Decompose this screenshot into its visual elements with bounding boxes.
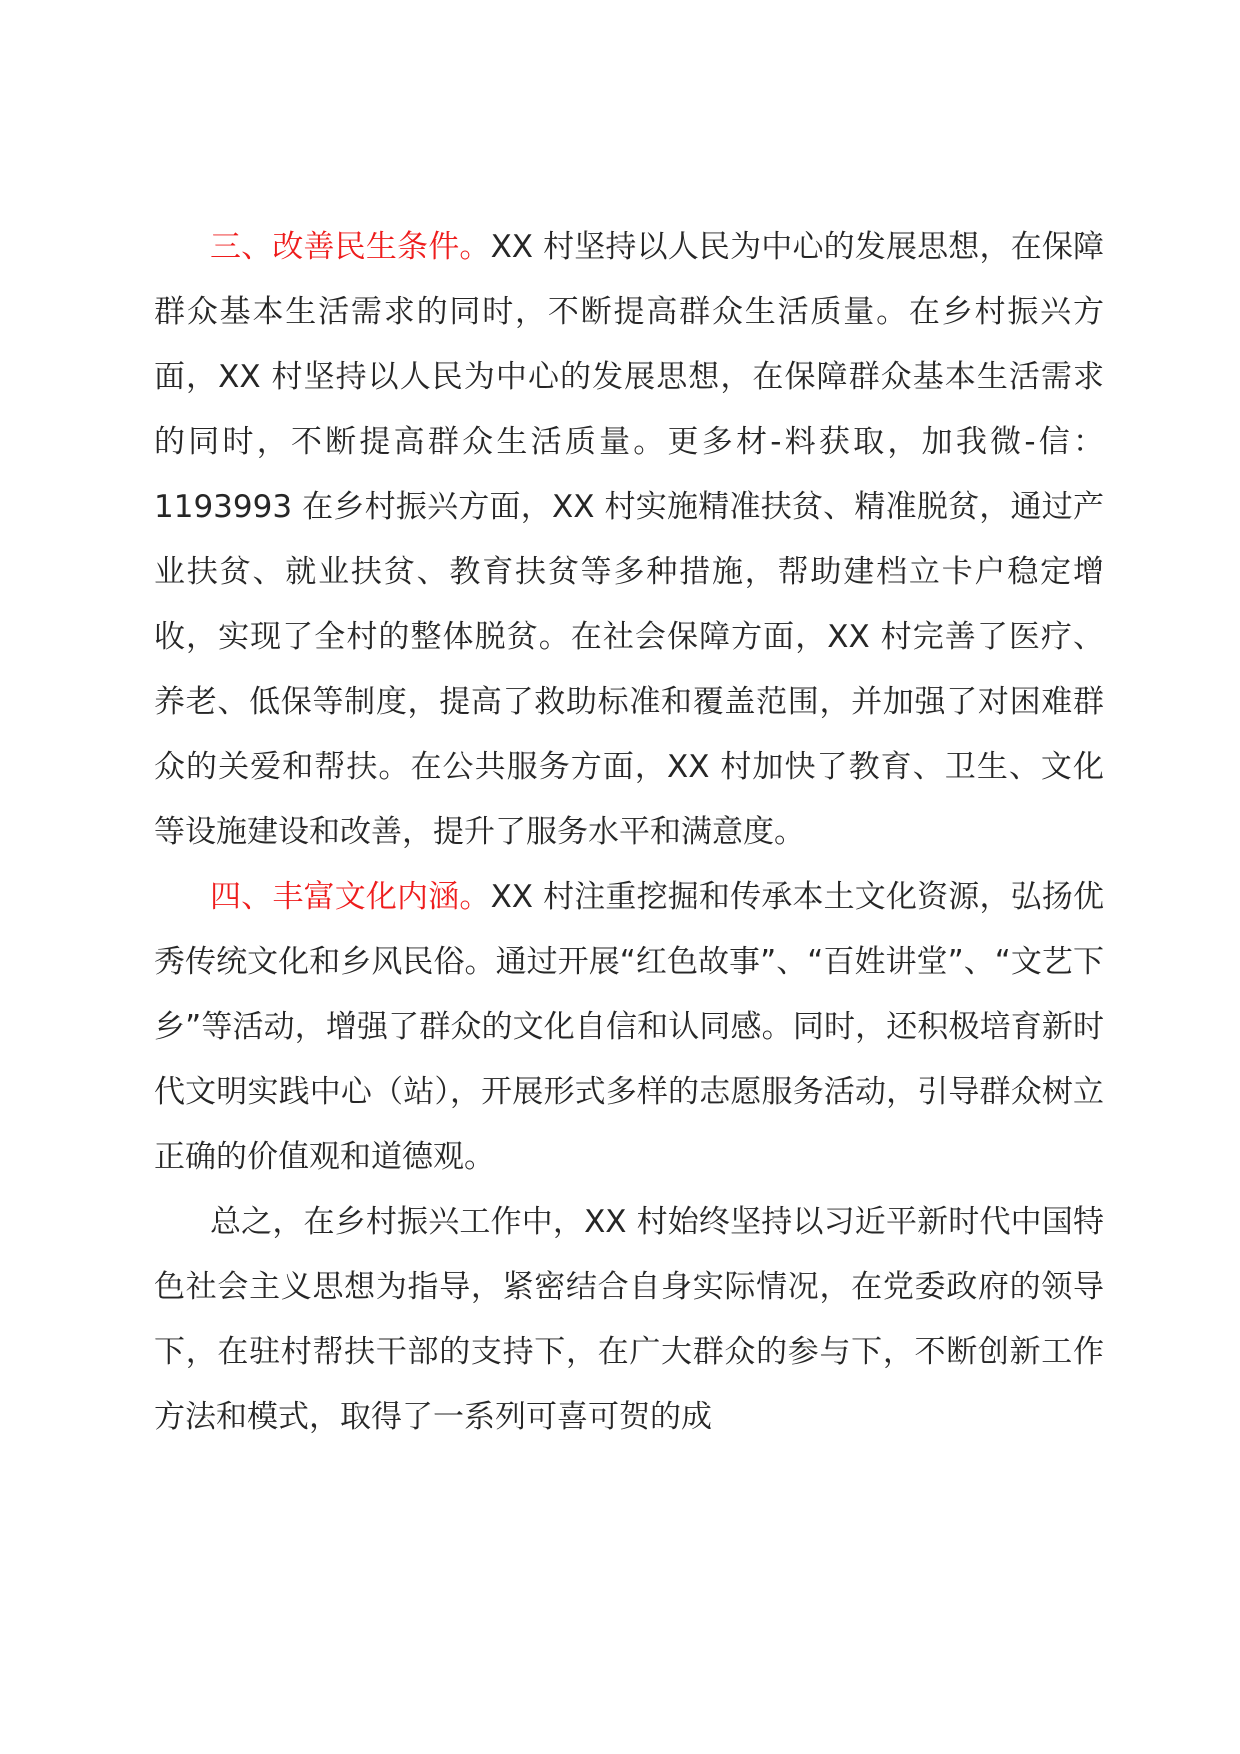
section-heading-enrich-culture: 四、丰富文化内涵。 xyxy=(210,879,491,915)
paragraph-enrich-culture xyxy=(154,865,1104,1190)
section-heading-improve-livelihood: 三、改善民生条件。 xyxy=(210,229,491,265)
document-body xyxy=(154,215,1104,1450)
paragraph-improve-livelihood xyxy=(154,215,1104,865)
paragraph-conclusion xyxy=(154,1190,1104,1450)
paragraph-text-conclusion: 总之，在乡村振兴工作中，XX 村始终坚持以习近平新时代中国特色社会主义思想为指导，紧密结合自身实际情况，在党委政府的领导下，在驻村帮扶干部的支持下，在广大群众的参与下，不断创新工作方法和模式，取得了一系列可喜可贺的成 xyxy=(154,1204,1104,1435)
paragraph-text-improve-livelihood: XX 村坚持以人民为中心的发展思想，在保障群众基本生活需求的同时，不断提高群众生活质量。在乡村振兴方面，XX 村坚持以人民为中心的发展思想，在保障群众基本生活需求的同时，不断提高群众生活质量。更多材-料获取，加我微-信：1193993 在乡村振兴方面，XX 村实施精准扶贫、精准脱贫，通过产业扶贫、就业扶贫、教育扶贫等多种措施，帮助建档立卡户稳定增收，实现了全村的整体脱贫。在社会保障方面，XX 村完善了医疗、养老、低保等制度，提高了救助标准和覆盖范围，并加强了对困难群众的关爱和帮扶。在公共服务方面，XX 村加快了教育、卫生、文化等设施建设和改善，提升了服务水平和满意度。 xyxy=(154,229,1105,850)
paragraph-text-enrich-culture: XX 村注重挖掘和传承本土文化资源，弘扬优秀传统文化和乡风民俗。通过开展“红色故事”、“百姓讲堂”、“文艺下乡”等活动，增强了群众的文化自信和认同感。同时，还积极培育新时代文明实践中心（站），开展形式多样的志愿服务活动，引导群众树立正确的价值观和道德观。 xyxy=(154,879,1105,1175)
